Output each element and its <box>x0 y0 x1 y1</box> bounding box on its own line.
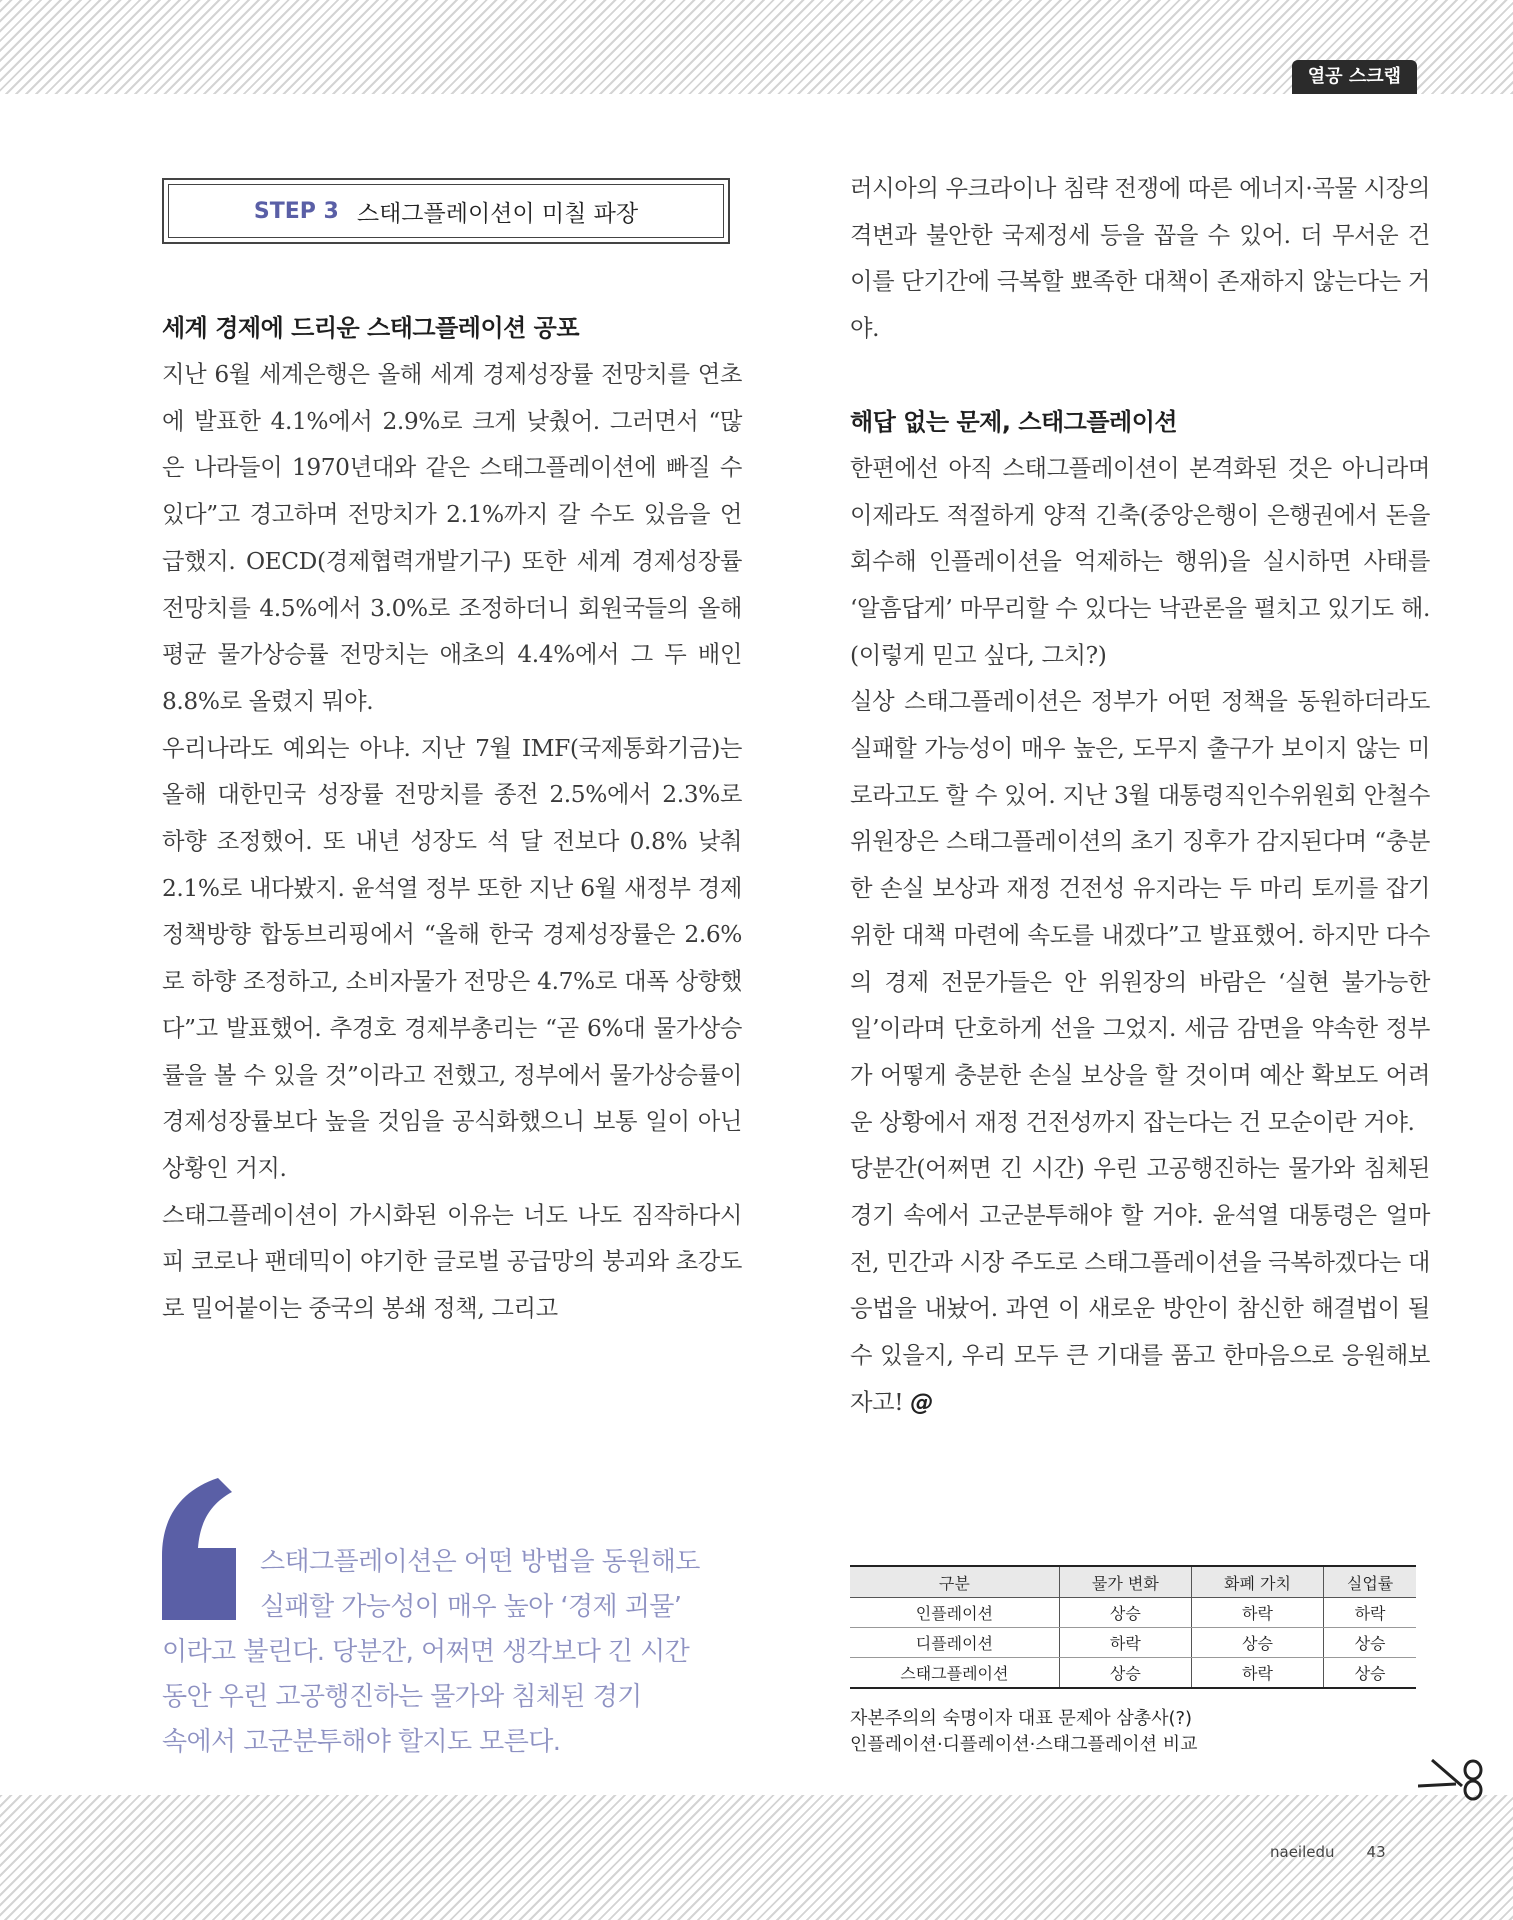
table-header-cell: 물가 변화 <box>1059 1566 1191 1598</box>
end-mark-icon: @ <box>910 1388 934 1416</box>
right-paragraph-3 <box>850 1146 1430 1426</box>
caption-line: 인플레이션·디플레이션·스태그플레이션 비교 <box>850 1734 1198 1755</box>
page-number: 43 <box>1366 1843 1386 1861</box>
step-heading-box <box>162 178 730 244</box>
left-paragraph-2: 우리나라도 예외는 아냐. 지난 7월 IMF(국제통화기금)는 올해 대한민국 성장률 전망치를 종전 2.5%에서 2.3%로 하향 조정했어. 또 내년 성장도 석 달 전보다 0.8% 낮춰 2.1%로 내다봤지. 윤석열 정부 또한 지난 6월 새정부 경제정책방향 합동브리핑에서 “올해 한국 경제성장률은 2.6%로 하향 조정하고, 소비자물가 전망은 4.7%로 대폭 상향했다”고 발표했어. 추경호 경제부총리는 “곧 6%대 물가상승률을 볼 수 있을 것”이라고 전했고, 정부에서 물가상승률이 경제성장률보다 높을 것임을 공식화했으니 보통 일이 아닌 상황인 거지. <box>162 734 742 1182</box>
right-paragraph-3-text: 당분간(어쩌면 긴 시간) 우린 고공행진하는 물가와 침체된 경기 속에서 고군분투해야 할 거야. 윤석열 대통령은 얼마 전, 민간과 시장 주도로 스태그플레이션을 극복하겠다는 대응법을 내놨어. 과연 이 새로운 방안이 참신한 해결법이 될 수 있을지, 우리 모두 큰 기대를 품고 한마음으로 응원해보자고! <box>850 1155 1430 1416</box>
pull-quote-line: 동안 우린 고공행진하는 물가와 침체된 경기 <box>162 1682 642 1712</box>
table-cell: 상승 <box>1324 1658 1416 1689</box>
right-heading: 해답 없는 문제, 스태그플레이션 <box>850 407 1178 436</box>
pull-quote-line: 이라고 불린다. 당분간, 어쩌면 생각보다 긴 시간 <box>162 1637 690 1667</box>
table-header-cell: 화폐 가치 <box>1191 1566 1323 1598</box>
step-title: 스태그플레이션이 미칠 파장 <box>356 200 639 227</box>
publication-name: naeiledu <box>1270 1843 1335 1861</box>
pull-quote-line: 속에서 고군분투해야 할지도 모른다. <box>162 1727 561 1757</box>
table-cell: 디플레이션 <box>850 1628 1059 1658</box>
table-cell: 하락 <box>1191 1658 1323 1689</box>
table-cell: 스태그플레이션 <box>850 1658 1059 1689</box>
table-cell: 상승 <box>1324 1628 1416 1658</box>
right-column <box>850 166 1430 1427</box>
step-label: STEP 3 <box>253 198 339 224</box>
table-cell: 하락 <box>1324 1598 1416 1628</box>
table-header-cell: 구분 <box>850 1566 1059 1598</box>
pull-quote <box>162 1540 742 1765</box>
table-cell: 인플레이션 <box>850 1598 1059 1628</box>
section-tag: 열공 스크랩 <box>1292 60 1417 94</box>
table-header-cell: 실업률 <box>1324 1566 1416 1598</box>
page-footer <box>1270 1843 1386 1861</box>
right-intro-paragraph: 러시아의 우크라이나 침략 전쟁에 따른 에너지·곡물 시장의 격변과 불안한 국제정세 등을 꼽을 수 있어. 더 무서운 건 이를 단기간에 극복할 뾰족한 대책이 존재하지 않는다는 거야. <box>850 175 1430 343</box>
top-stripe-band <box>0 0 1513 94</box>
left-column <box>162 305 742 1333</box>
comparison-table <box>850 1565 1416 1689</box>
table-caption <box>850 1706 1430 1758</box>
table-cell: 상승 <box>1059 1658 1191 1689</box>
table-cell: 상승 <box>1191 1628 1323 1658</box>
left-paragraph-3: 스태그플레이션이 가시화된 이유는 너도 나도 짐작하다시피 코로나 팬데믹이 야기한 글로벌 공급망의 붕괴와 초강도로 밀어붙이는 중국의 봉쇄 정책, 그리고 <box>162 1201 742 1323</box>
left-heading: 세계 경제에 드리운 스태그플레이션 공포 <box>162 314 580 342</box>
table-cell: 하락 <box>1059 1628 1191 1658</box>
pull-quote-line: 스태그플레이션은 어떤 방법을 동원해도 <box>260 1547 700 1577</box>
left-paragraph-1: 지난 6월 세계은행은 올해 세계 경제성장률 전망치를 연초에 발표한 4.1%에서 2.9%로 크게 낮췄어. 그러면서 “많은 나라들이 1970년대와 같은 스태그플레이션에 빠질 수 있다”고 경고하며 전망치가 2.1%까지 갈 수도 있음을 언급했지. OECD(경제협력개발기구) 또한 세계 경제성장률 전망치를 4.5%에서 3.0%로 조정하더니 회원국들의 올해 평균 물가상승률 전망치는 애초의 4.4%에서 그 두 배인 8.8%로 올렸지 뭐야. <box>162 361 742 715</box>
right-paragraph-1: 한편에선 아직 스태그플레이션이 본격화된 것은 아니라며 이제라도 적절하게 양적 긴축(중앙은행이 은행권에서 돈을 회수해 인플레이션을 억제하는 행위)을 실시하면 사태를 ‘알흠답게’ 마무리할 수 있다는 낙관론을 펼치고 있기도 해. (이렇게 믿고 싶다, 그치?) <box>850 454 1430 669</box>
table-row <box>850 1658 1416 1689</box>
table-row <box>850 1598 1416 1628</box>
table-row <box>850 1628 1416 1658</box>
table-cell: 하락 <box>1191 1598 1323 1628</box>
right-paragraph-2: 실상 스태그플레이션은 정부가 어떤 정책을 동원하더라도 실패할 가능성이 매우 높은, 도무지 출구가 보이지 않는 미로라고도 할 수 있어. 지난 3월 대통령직인수위원회 안철수 위원장은 스태그플레이션의 초기 징후가 감지된다며 “충분한 손실 보상과 재정 건전성 유지라는 두 마리 토끼를 잡기 위한 대책 마련에 속도를 내겠다”고 발표했어. 하지만 다수의 경제 전문가들은 안 위원장의 바람은 ‘실현 불가능한 일’이라며 단호하게 선을 그었지. 세금 감면을 약속한 정부가 어떻게 충분한 손실 보상을 할 것이며 예산 확보도 어려운 상황에서 재정 건전성까지 잡는다는 건 모순이란 거야. <box>850 688 1430 1136</box>
pull-quote-line: 실패할 가능성이 매우 높아 ‘경제 괴물’ <box>260 1592 682 1622</box>
table-header-row <box>850 1566 1416 1598</box>
table-cell: 상승 <box>1059 1598 1191 1628</box>
caption-line: 자본주의의 숙명이자 대표 문제아 삼총사(?) <box>850 1708 1193 1729</box>
scissors-icon <box>1418 1756 1488 1802</box>
